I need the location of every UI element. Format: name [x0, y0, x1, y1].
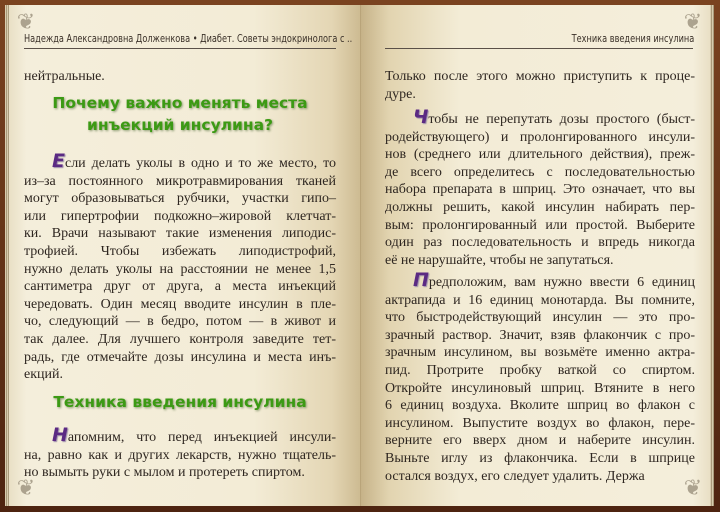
text-line: нейтральные.	[24, 69, 105, 84]
section-heading	[24, 92, 336, 136]
text-line: Откройте инсулиновый шприц. Втяните в него	[385, 380, 695, 396]
text-line: набора препарата в шприц. Это означает, что вы	[385, 182, 695, 198]
text-line: так далее. Для лучшего контроля заведите тет-	[24, 331, 336, 347]
drop-cap: П	[413, 269, 429, 291]
drop-cap: Е	[52, 150, 65, 172]
drop-cap: Н	[52, 424, 68, 446]
text-line: могут образовываться рубчики, участки гипо–	[24, 191, 336, 207]
text-line: остался воздух, его следует удалить. Держа	[385, 468, 645, 484]
text-line: из–за постоянного микротравмирования тканей	[24, 173, 336, 189]
line-text: сли делать уколы в одно и то же место, то	[64, 156, 336, 171]
line-text: апомним, что перед инъекцией инсули-	[67, 430, 336, 445]
text-line: зрачным инсулином, вы возьмёте именно актра-	[385, 345, 695, 361]
text-line: сантиметра друг от друга, а места инъекций	[24, 279, 336, 295]
page-edge	[710, 5, 714, 506]
text-line: на, равно как и других лекарств, нужно тщатель-	[24, 447, 336, 463]
text-line: трофией. Чтобы избежать липодистрофий,	[24, 243, 336, 259]
running-header-chapter: Техника введения инсулина	[571, 33, 694, 45]
text-line: нужно делать уколы на расстоянии не менее 1,5	[24, 261, 336, 277]
text-line	[24, 150, 336, 173]
line-text: тобы не перепутать дозы простого (быст-	[428, 112, 695, 127]
right-page[interactable]	[361, 5, 714, 506]
paragraph	[24, 150, 336, 384]
heading-line: инъекций инсулина?	[86, 116, 274, 134]
paragraph-continuation	[24, 68, 336, 86]
text-line: 6 единиц воздуха. Вколите шприц во флакон с	[385, 398, 695, 414]
text-line: актрапида и 16 единиц монотарда. Вы помните,	[385, 292, 695, 308]
text-line: нов (среднего или длительного действия), преж-	[385, 147, 695, 163]
text-line: что быстродействующий инсулин — это про-	[385, 310, 695, 326]
text-line: екций.	[24, 367, 63, 383]
text-line: ки. Врачи называют такие изменения липодис-	[24, 226, 336, 242]
text-line: Только после этого можно приступить к проце-	[385, 69, 695, 84]
header-rule	[385, 48, 693, 49]
corner-ornament-icon: ❦	[683, 9, 703, 34]
paragraph	[385, 68, 695, 103]
paragraph	[24, 424, 336, 482]
text-line: де всего определитесь с последовательностью	[385, 164, 695, 180]
text-line: должны решить, какой инсулин набирать пер-	[385, 199, 695, 215]
text-line: или гипертрофии подкожно–жировой клетчат-	[24, 208, 336, 224]
header-rule	[24, 48, 336, 49]
text-line	[24, 424, 336, 447]
heading-line: Почему важно менять места	[52, 94, 308, 112]
text-line: инсулином. Выпустите воздух во флакон, пере-	[385, 415, 695, 431]
text-line: пид. Протрите пробку ваткой со спиртом.	[385, 362, 695, 378]
text-line	[385, 106, 695, 129]
text-line: зрачный раствор. Значит, взяв флакончик с про-	[385, 327, 695, 343]
text-line: чередовать. Один месяц вводите инсулин в пле-	[24, 296, 336, 312]
text-line: вым: пролонгированный или простой. Выберите	[385, 217, 695, 233]
text-line: дуре.	[385, 86, 416, 102]
text-line: родействующего) и пролонгированного инсули-	[385, 129, 695, 145]
corner-ornament-icon: ❦	[16, 9, 36, 34]
page-edge	[5, 5, 9, 506]
text-line: её не нарушайте, чтобы не запутаться.	[385, 252, 614, 268]
text-line: радь, где отмечайте дозы инсулина и места инъ-	[24, 349, 336, 365]
text-line	[385, 269, 695, 292]
line-text: редположим, вам нужно ввести 6 единиц	[428, 275, 695, 290]
text-line: но вымыть руки с мылом и протереть спиртом.	[24, 465, 305, 481]
paragraph	[385, 106, 695, 269]
paragraph	[385, 269, 695, 485]
text-line: чо, следующий — в бедро, потом — в живот и	[24, 314, 336, 330]
left-page[interactable]	[5, 5, 361, 506]
corner-ornament-icon: ❦	[16, 475, 36, 500]
text-line: один раз последовательность и впредь никогда	[385, 235, 695, 251]
running-header-book-title: Надежда Александровна Долженкова • Диабет. Советы эндокринолога с ..	[24, 33, 353, 45]
drop-cap: Ч	[413, 106, 429, 128]
corner-ornament-icon: ❦	[683, 475, 703, 500]
text-line: верните его вверх дном и наберите инсулин.	[385, 433, 695, 449]
text-line: Выньте иглу из флакончика. Если в шприце	[385, 450, 695, 466]
section-heading: Техника введения инсулина	[53, 393, 307, 411]
